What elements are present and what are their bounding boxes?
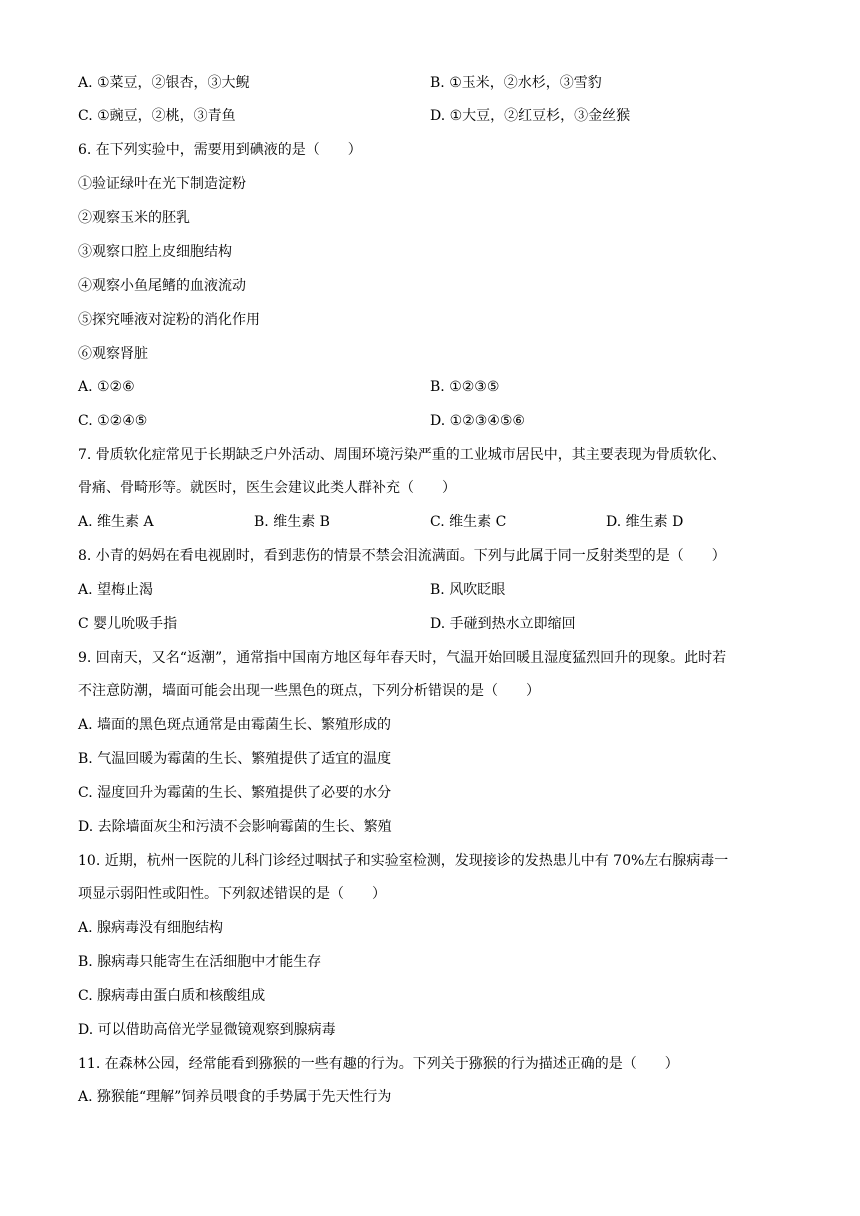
q7-option-b: B. 维生素 B (254, 514, 330, 530)
q6-item-2: ②观察玉米的胚乳 (78, 210, 190, 226)
q7-option-d: D. 维生素 D (606, 514, 684, 530)
q9-option-b: B. 气温回暖为霉菌的生长、繁殖提供了适宜的温度 (78, 751, 392, 767)
q6-option-a: A. ①②⑥ (78, 379, 135, 395)
q10-stem-line-2: 项显示弱阳性或阳性。下列叙述错误的是（ ） (78, 886, 386, 902)
q9-option-a: A. 墙面的黑色斑点通常是由霉菌生长、繁殖形成的 (78, 717, 392, 733)
q10-option-c: C. 腺病毒由蛋白质和核酸组成 (78, 988, 266, 1004)
q6-item-4: ④观察小鱼尾鳍的血液流动 (78, 278, 246, 294)
q11-option-a: A. 猕猴能“理解”饲养员喂食的手势属于先天性行为 (78, 1089, 392, 1105)
q6-item-6: ⑥观察肾脏 (78, 346, 148, 362)
q6-item-1: ①验证绿叶在光下制造淀粉 (78, 176, 246, 192)
q5-option-c: C. ①豌豆，②桃，③青鱼 (78, 108, 236, 124)
q7-option-c: C. 维生素 C (430, 514, 507, 530)
q6-item-3: ③观察口腔上皮细胞结构 (78, 244, 232, 260)
q8-option-a: A. 望梅止渴 (78, 582, 154, 598)
q8-stem: 8. 小青的妈妈在看电视剧时，看到悲伤的情景不禁会泪流满面。下列与此属于同一反射类型的是（ ） (78, 548, 726, 564)
q8-option-d: D. 手碰到热水立即缩回 (430, 616, 576, 632)
q7-stem-line-1: 7. 骨质软化症常见于长期缺乏户外活动、周围环境污染严重的工业城市居民中，其主要表现为骨质软化、 (78, 447, 726, 463)
q7-stem-line-2: 骨痛、骨畸形等。就医时，医生会建议此类人群补充（ ） (78, 480, 456, 496)
q6-stem: 6. 在下列实验中，需要用到碘液的是（ ） (78, 142, 362, 158)
q10-stem-line-1: 10. 近期，杭州一医院的儿科门诊经过咽拭子和实验室检测，发现接诊的发热患儿中有 70%左右腺病毒一 (78, 853, 729, 869)
q9-option-d: D. 去除墙面灰尘和污渍不会影响霉菌的生长、繁殖 (78, 819, 392, 835)
q6-option-d: D. ①②③④⑤⑥ (430, 413, 525, 429)
q5-option-b: B. ①玉米，②水杉，③雪豹 (430, 75, 602, 91)
q7-option-a: A. 维生素 A (78, 514, 154, 530)
q9-stem-line-1: 9. 回南天，又名“返潮”，通常指中国南方地区每年春天时，气温开始回暖且湿度猛烈回升的现象。此时若 (78, 650, 727, 666)
q6-option-b: B. ①②③⑤ (430, 379, 500, 395)
q10-option-a: A. 腺病毒没有细胞结构 (78, 920, 224, 936)
q6-item-5: ⑤探究唾液对淀粉的消化作用 (78, 312, 260, 328)
q9-option-c: C. 湿度回升为霉菌的生长、繁殖提供了必要的水分 (78, 785, 392, 801)
q10-option-d: D. 可以借助高倍光学显微镜观察到腺病毒 (78, 1022, 336, 1038)
q9-stem-line-2: 不注意防潮，墙面可能会出现一些黑色的斑点，下列分析错误的是（ ） (78, 683, 540, 699)
q10-option-b: B. 腺病毒只能寄生在活细胞中才能生存 (78, 954, 322, 970)
q8-option-c: C 婴儿吮吸手指 (78, 616, 178, 632)
q6-option-c: C. ①②④⑤ (78, 413, 148, 429)
q5-option-d: D. ①大豆，②红豆杉，③金丝猴 (430, 108, 631, 124)
q8-option-b: B. 风吹眨眼 (430, 582, 506, 598)
q11-stem: 11. 在森林公园，经常能看到猕猴的一些有趣的行为。下列关于猕猴的行为描述正确的是（ ） (78, 1056, 679, 1072)
q5-option-a: A. ①菜豆，②银杏，③大鲵 (78, 75, 250, 91)
